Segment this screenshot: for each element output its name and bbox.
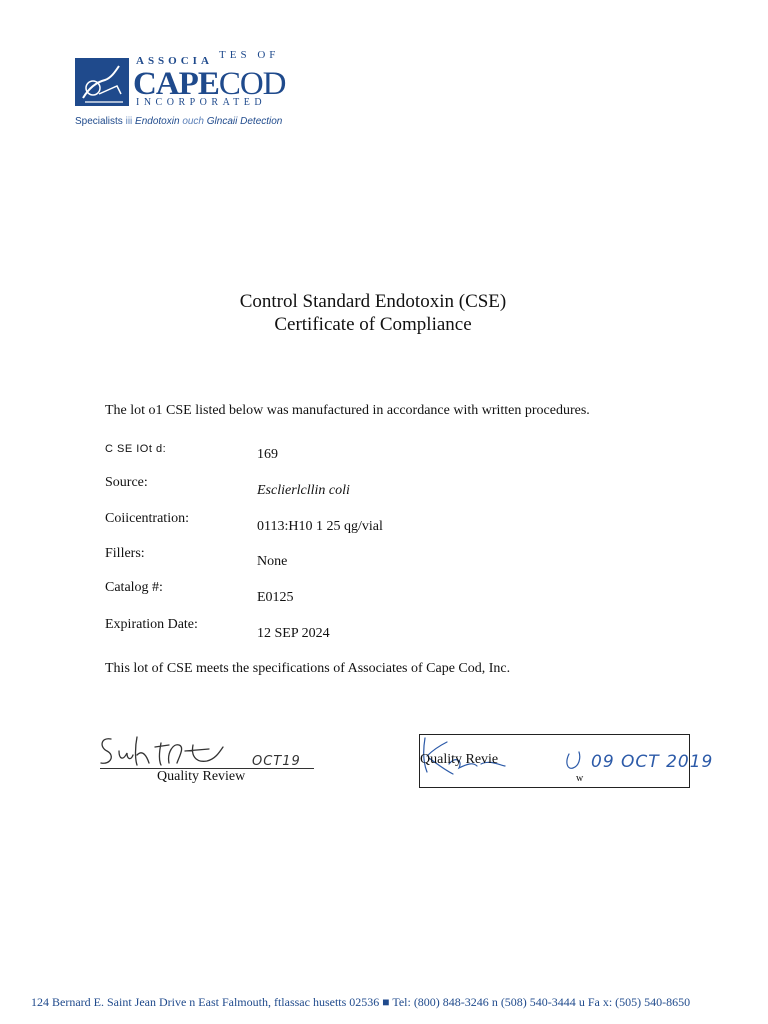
right-signature-date: 09 OCT 2019 <box>591 752 714 772</box>
field-label-concentration: Coiicentration: <box>105 511 189 526</box>
footer-address: 124 Bernard E. Saint Jean Drive n East Falmouth, ftlassac husetts 02536 ■ Tel: (800) 848-3246 n (508) 540-3444 u Fa x: (505) 540-8650 <box>31 995 691 1009</box>
logo-top-text: ASSOCIA TES OF <box>136 49 280 67</box>
field-value-concentration: 0113:H10 1 25 qg/vial <box>257 519 383 534</box>
field-label-expiration: Expiration Date: <box>105 617 198 632</box>
field-value-lot: 169 <box>257 447 278 462</box>
document-subtitle: Certificate of Compliance <box>274 314 472 335</box>
document-title: Control Standard Endotoxin (CSE) <box>239 291 507 312</box>
logo-wordmark: CAPECOD <box>133 66 286 102</box>
right-signature-label-suffix: w <box>576 773 584 784</box>
field-label-lot: C SE IOt d: <box>105 443 167 455</box>
field-value-catalog: E0125 <box>257 590 294 605</box>
field-label-catalog: Catalog #: <box>105 580 163 595</box>
left-signature-date: OCT19 <box>252 754 301 769</box>
logo-emblem <box>75 58 129 106</box>
right-signature-label: Quality Revie <box>420 752 499 767</box>
logo-tagline: Specialists iii Endotoxin ouch Glncaii Detection <box>75 116 283 127</box>
field-value-source: Esclierlcllin coli <box>257 483 350 498</box>
field-value-fillers: None <box>257 554 288 569</box>
logo-bottom-text: INCORPORATED <box>136 97 267 108</box>
field-label-fillers: Fillers: <box>105 546 145 561</box>
field-value-expiration: 12 SEP 2024 <box>257 626 330 641</box>
compliance-statement: This lot of CSE meets the specifications of Associates of Cape Cod, Inc. <box>105 661 511 676</box>
left-signature-label: Quality Review <box>157 769 246 784</box>
field-label-source: Source: <box>105 475 148 490</box>
intro-text: The lot o1 CSE listed below was manufactured in accordance with written procedures. <box>105 403 590 418</box>
